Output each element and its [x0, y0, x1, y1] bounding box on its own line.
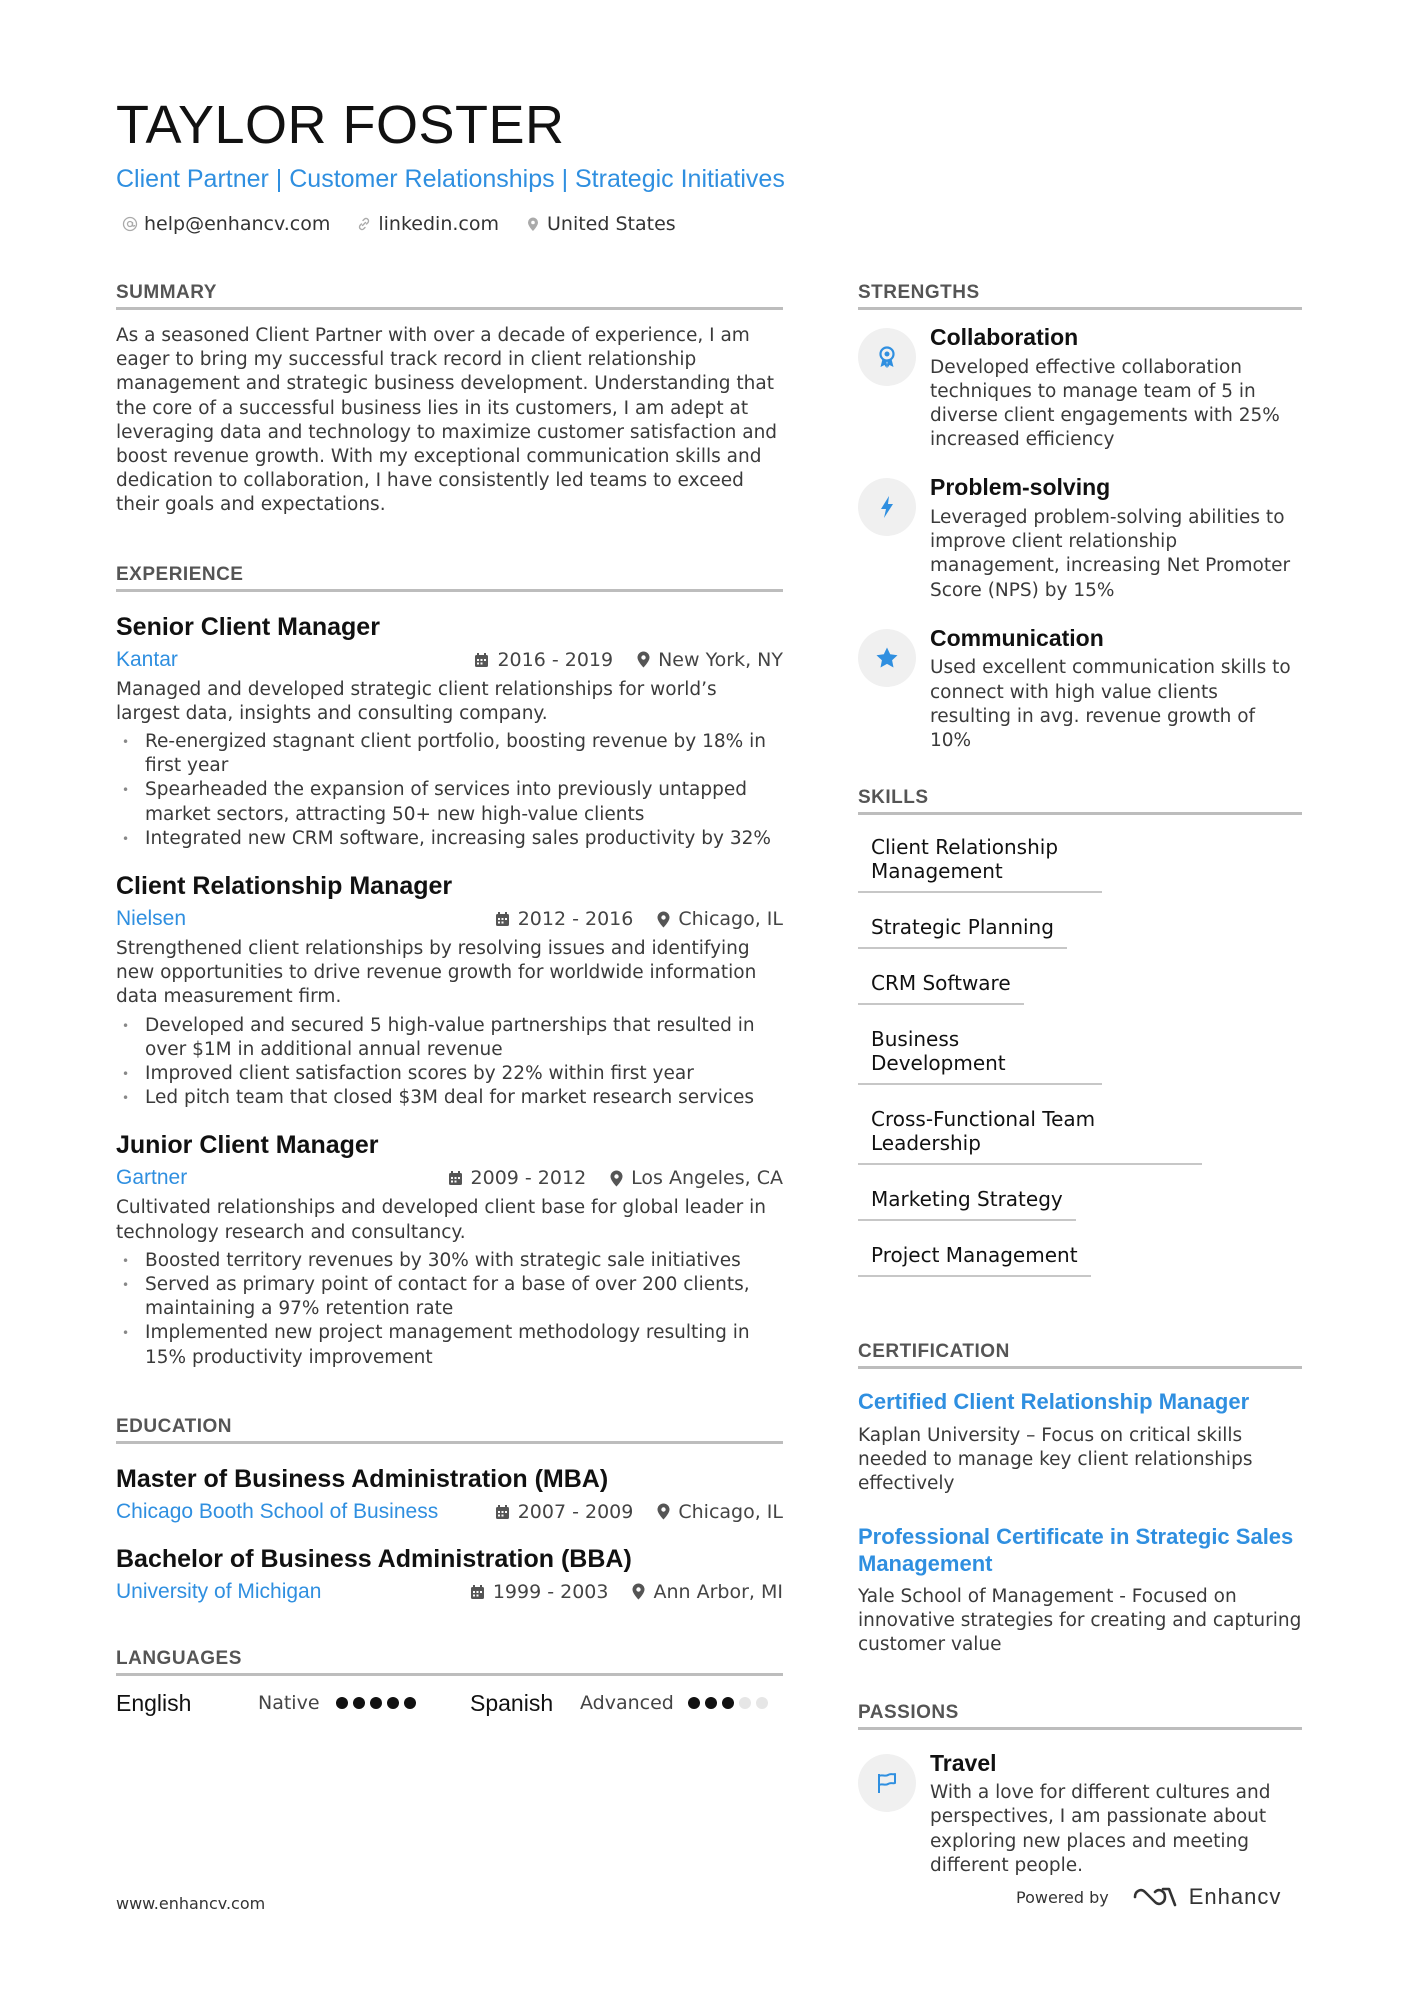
certification-title: Professional Certificate in Strategic Sales Management: [858, 1524, 1294, 1576]
contact-location-text: United States: [547, 213, 676, 235]
languages-heading: LANGUAGES: [116, 1648, 783, 1676]
education-meta-details: [470, 1581, 783, 1603]
education-dates: [495, 1501, 634, 1523]
calendar-icon: [470, 1584, 485, 1600]
calendar-icon: [495, 911, 510, 927]
flag-icon: [858, 1754, 916, 1812]
summary-section: [116, 282, 783, 518]
achievement-item: • Led pitch team that closed $3M deal for market research services: [116, 1086, 783, 1110]
job-achievements: [116, 1249, 783, 1370]
rating-dot-empty: [756, 1697, 768, 1709]
skill-tag: Cross-Functional Team Leadership: [858, 1107, 1202, 1165]
company-name: Gartner: [116, 1166, 188, 1190]
rating-dot-filled: [705, 1697, 717, 1709]
languages-section: [116, 1648, 783, 1717]
job-title: Junior Client Manager: [116, 1131, 379, 1160]
education-location: [657, 1501, 783, 1523]
star-icon: [858, 629, 916, 687]
powered-by-label: Powered by: [1016, 1887, 1109, 1907]
lightning-icon: [858, 478, 916, 536]
strength-title: Communication: [930, 624, 1104, 651]
certification-description: Yale School of Management - Focused on innovative strategies for creating and capturing customer value: [858, 1586, 1302, 1656]
job-title: Client Relationship Manager: [116, 872, 453, 901]
education-heading: EDUCATION: [116, 1416, 783, 1444]
link-icon: [356, 216, 372, 232]
map-pin-icon: [657, 911, 670, 928]
skills-list: [858, 835, 1302, 1277]
rating-dot-filled: [387, 1697, 399, 1709]
strength-title: Problem-solving: [930, 474, 1111, 501]
enhancv-logo-icon: [1133, 1885, 1179, 1909]
skill-tag: Client Relationship Management: [858, 835, 1102, 893]
map-pin-icon: [657, 1503, 670, 1520]
certification-heading: CERTIFICATION: [858, 1341, 1302, 1369]
language-level: Advanced: [580, 1692, 674, 1715]
education-dates: [470, 1581, 609, 1603]
right-column: [858, 282, 1302, 1900]
job-location-text: Chicago, IL: [678, 908, 783, 931]
degree-title: Master of Business Administration (MBA): [116, 1464, 609, 1493]
education-section: [116, 1416, 783, 1604]
rating-dot-filled: [404, 1697, 416, 1709]
achievement-item: • Spearheaded the expansion of services into previously untapped market sectors, attracting 50+ new high-value clients: [116, 778, 783, 826]
strength-item: [858, 324, 1302, 452]
rating-dot-filled: [336, 1697, 348, 1709]
job-meta-details: [495, 908, 783, 930]
achievement-item: • Implemented new project management methodology resulting in 15% productivity improvement: [116, 1321, 783, 1369]
job-achievements: [116, 1014, 783, 1111]
strengths-heading: STRENGTHS: [858, 282, 1302, 310]
education-meta: [116, 1500, 783, 1524]
calendar-icon: [474, 652, 489, 668]
job-meta-details: [448, 1167, 783, 1189]
skills-section: [858, 787, 1302, 1277]
job-location-text: Los Angeles, CA: [631, 1167, 783, 1190]
job-description: Cultivated relationships and developed client base for global leader in technology research and consultancy.: [116, 1197, 766, 1243]
contact-bar: [122, 213, 676, 235]
experience-section: [116, 564, 783, 1370]
job-location: [637, 649, 783, 671]
education-meta: [116, 1580, 783, 1604]
job-entry: [116, 871, 783, 1110]
map-pin-icon: [637, 651, 650, 668]
language-rating: [336, 1697, 470, 1709]
at-icon: [122, 216, 138, 232]
rating-dot-filled: [353, 1697, 365, 1709]
achievement-item: • Integrated new CRM software, increasing sales productivity by 32%: [116, 827, 783, 851]
certification-item: [858, 1524, 1302, 1657]
skill-tag: Business Development: [858, 1027, 1102, 1085]
job-entry: [116, 1130, 783, 1369]
award-icon: [858, 328, 916, 386]
map-pin-icon: [610, 1170, 623, 1187]
job-description: Strengthened client relationships by resolving issues and identifying new opportunities to drive revenue growth for worldwide information data measurement firm.: [116, 938, 757, 1008]
certification-section: [858, 1341, 1302, 1657]
job-title: Senior Client Manager: [116, 612, 380, 641]
rating-dot-filled: [688, 1697, 700, 1709]
summary-heading: SUMMARY: [116, 282, 783, 310]
strength-description: Used excellent communication skills to connect with high value clients resulting in avg. revenue growth of 10%: [930, 657, 1291, 752]
language-level: Native: [258, 1692, 320, 1715]
job-meta-details: [474, 649, 783, 671]
skill-tag: Project Management: [858, 1243, 1091, 1277]
strengths-section: [858, 282, 1302, 753]
contact-email[interactable]: [122, 213, 330, 235]
job-location-text: New York, NY: [658, 648, 783, 671]
education-entry: [116, 1544, 783, 1604]
education-location-text: Ann Arbor, MI: [653, 1580, 783, 1603]
candidate-name: TAYLOR FOSTER: [116, 95, 565, 155]
passion-item: [858, 1750, 1302, 1878]
job-entry: [116, 612, 783, 851]
job-meta: [116, 907, 783, 931]
job-dates: [448, 1167, 587, 1189]
certification-item: [858, 1389, 1302, 1496]
rating-dot-empty: [739, 1697, 751, 1709]
skill-tag: CRM Software: [858, 971, 1024, 1005]
passion-title: Travel: [930, 1749, 997, 1776]
certification-title: Certified Client Relationship Manager: [858, 1389, 1250, 1415]
contact-linkedin[interactable]: [356, 213, 499, 235]
summary-text: As a seasoned Client Partner with over a decade of experience, I am eager to bring my successful track record in client relationship management and strategic business development. Understanding that the core of a successful business lies in its customers, I am adept at leveraging data and technology to maximize customer satisfaction and boost revenue growth. With my exceptional communication skills and dedication to collaboration, I have consistently led teams to exceed their goals and expectations.: [116, 325, 778, 516]
map-pin-icon: [632, 1583, 645, 1600]
achievement-item: • Served as primary point of contact for a base of over 200 clients, maintaining a 97% retention rate: [116, 1273, 783, 1321]
strength-item: [858, 474, 1302, 602]
brand-logo[interactable]: [1133, 1884, 1282, 1910]
company-name: Kantar: [116, 647, 178, 671]
language-name: English: [116, 1689, 192, 1716]
calendar-icon: [495, 1504, 510, 1520]
contact-location: [525, 213, 676, 235]
skill-tag: Marketing Strategy: [858, 1187, 1076, 1221]
education-location-text: Chicago, IL: [678, 1500, 783, 1523]
job-location: [610, 1167, 783, 1189]
job-dates-text: 2012 - 2016: [517, 908, 634, 931]
job-dates-text: 2016 - 2019: [497, 648, 614, 671]
footer-website[interactable]: www.enhancv.com: [116, 1894, 266, 1913]
job-meta: [116, 1166, 783, 1190]
company-name: Nielsen: [116, 907, 187, 931]
strength-description: Developed effective collaboration techniques to manage team of 5 in diverse client engagements with 25% increased efficiency: [930, 356, 1280, 451]
job-description: Managed and developed strategic client relationships for world’s largest data, insights and consulting company.: [116, 678, 717, 724]
degree-title: Bachelor of Business Administration (BBA): [116, 1544, 632, 1573]
job-dates: [495, 908, 634, 930]
calendar-icon: [448, 1170, 463, 1186]
skills-heading: SKILLS: [858, 787, 1302, 815]
education-location: [632, 1581, 783, 1603]
education-meta-details: [495, 1501, 783, 1523]
school-name: Chicago Booth School of Business: [116, 1499, 439, 1523]
achievement-item: • Developed and secured 5 high-value partnerships that resulted in over $1M in additional annual revenue: [116, 1014, 783, 1062]
map-pin-icon: [525, 216, 541, 232]
strength-description: Leveraged problem-solving abilities to improve client relationship management, increasing Net Promoter Score (NPS) by 15%: [930, 507, 1291, 601]
job-achievements: [116, 730, 783, 851]
strength-title: Collaboration: [930, 324, 1079, 350]
job-location: [657, 908, 783, 930]
achievement-item: • Re-energized stagnant client portfolio, boosting revenue by 18% in first year: [116, 730, 783, 778]
school-name: University of Michigan: [116, 1579, 322, 1603]
education-dates-text: 2007 - 2009: [517, 1500, 634, 1523]
strength-item: [858, 625, 1302, 753]
language-rating: [688, 1697, 768, 1709]
contact-email-text: help@enhancv.com: [144, 213, 331, 235]
rating-dot-filled: [370, 1697, 382, 1709]
achievement-item: • Boosted territory revenues by 30% with strategic sale initiatives: [116, 1249, 783, 1273]
brand-name: Enhancv: [1188, 1884, 1282, 1909]
passion-description: With a love for different cultures and perspectives, I am passionate about exploring new places and meeting different people.: [930, 1782, 1271, 1876]
achievement-item: • Improved client satisfaction scores by 22% within first year: [116, 1062, 783, 1086]
job-dates: [474, 649, 613, 671]
passions-section: [858, 1702, 1302, 1878]
certification-description: Kaplan University – Focus on critical skills needed to manage key client relationships effectively: [858, 1424, 1253, 1495]
education-dates-text: 1999 - 2003: [492, 1580, 609, 1603]
language-name: Spanish: [470, 1689, 554, 1716]
job-dates-text: 2009 - 2012: [470, 1167, 587, 1190]
passions-heading: PASSIONS: [858, 1702, 1302, 1730]
left-column: [116, 282, 783, 1717]
job-meta: [116, 648, 783, 672]
education-entry: [116, 1464, 783, 1524]
skill-tag: Strategic Planning: [858, 915, 1067, 949]
rating-dot-filled: [722, 1697, 734, 1709]
languages-row: [116, 1690, 783, 1717]
headline: Client Partner | Customer Relationships | Strategic Initiatives: [116, 165, 785, 193]
footer-branding: [1016, 1884, 1281, 1910]
contact-linkedin-text: linkedin.com: [378, 213, 499, 235]
experience-heading: EXPERIENCE: [116, 564, 783, 592]
